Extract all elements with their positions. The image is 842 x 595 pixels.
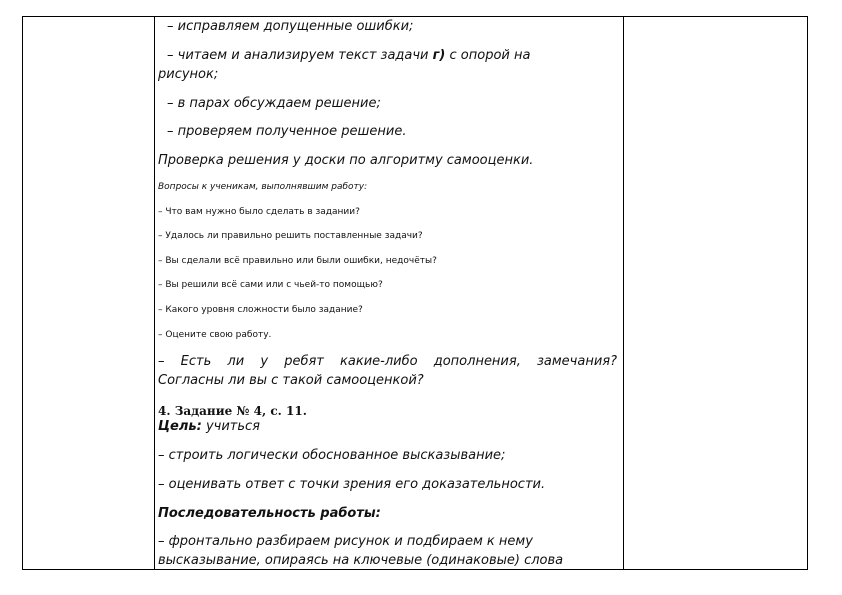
- text-line: – строить логически обоснованное высказывание;: [158, 448, 506, 463]
- table-row: [23, 17, 808, 570]
- text-line: – Какого уровня сложности было задание?: [158, 305, 363, 315]
- text-line: высказывание, опираясь на ключевые (одинаковые) слова: [158, 553, 564, 568]
- text-line: – проверяем полученное решение.: [167, 124, 407, 139]
- lesson-table: [22, 16, 808, 570]
- text-line: – Что вам нужно было сделать в задании?: [158, 207, 360, 217]
- text-line: – фронтально разбираем рисунок и подбираем к нему: [158, 534, 533, 549]
- text-line: – в парах обсуждаем решение;: [167, 96, 381, 111]
- text-line-justified: – Есть ли у ребят какие-либо дополнения, замечания?: [158, 354, 617, 369]
- text-line: рисунок;: [158, 67, 219, 82]
- text-line: – оценивать ответ с точки зрения его доказательности.: [158, 477, 546, 492]
- text-line: Проверка решения у доски по алгоритму самооценки.: [158, 153, 534, 168]
- text-line: – исправляем допущенные ошибки;: [167, 19, 414, 34]
- text-line: Цель: учиться: [158, 419, 260, 434]
- stage-cell: [23, 17, 155, 570]
- notes-cell: [624, 17, 808, 570]
- text-line: Вопросы к ученикам, выполнявшим работу:: [158, 182, 368, 192]
- text-line: – читаем и анализируем текст задачи г) с опорой на: [167, 48, 531, 63]
- text-line: Последовательность работы:: [158, 506, 381, 521]
- text-line: Согласны ли вы с такой самооценкой?: [158, 373, 424, 388]
- text-line: – Оцените свою работу.: [158, 330, 272, 340]
- activity-cell: [155, 17, 624, 570]
- text-line: – Вы решили всё сами или с чьей-то помощью?: [158, 280, 383, 290]
- task-heading: 4. Задание № 4, с. 11.: [158, 404, 307, 418]
- text-line: – Удалось ли правильно решить поставленные задачи?: [158, 231, 423, 241]
- text-line: – Вы сделали всё правильно или были ошибки, недочёты?: [158, 256, 437, 266]
